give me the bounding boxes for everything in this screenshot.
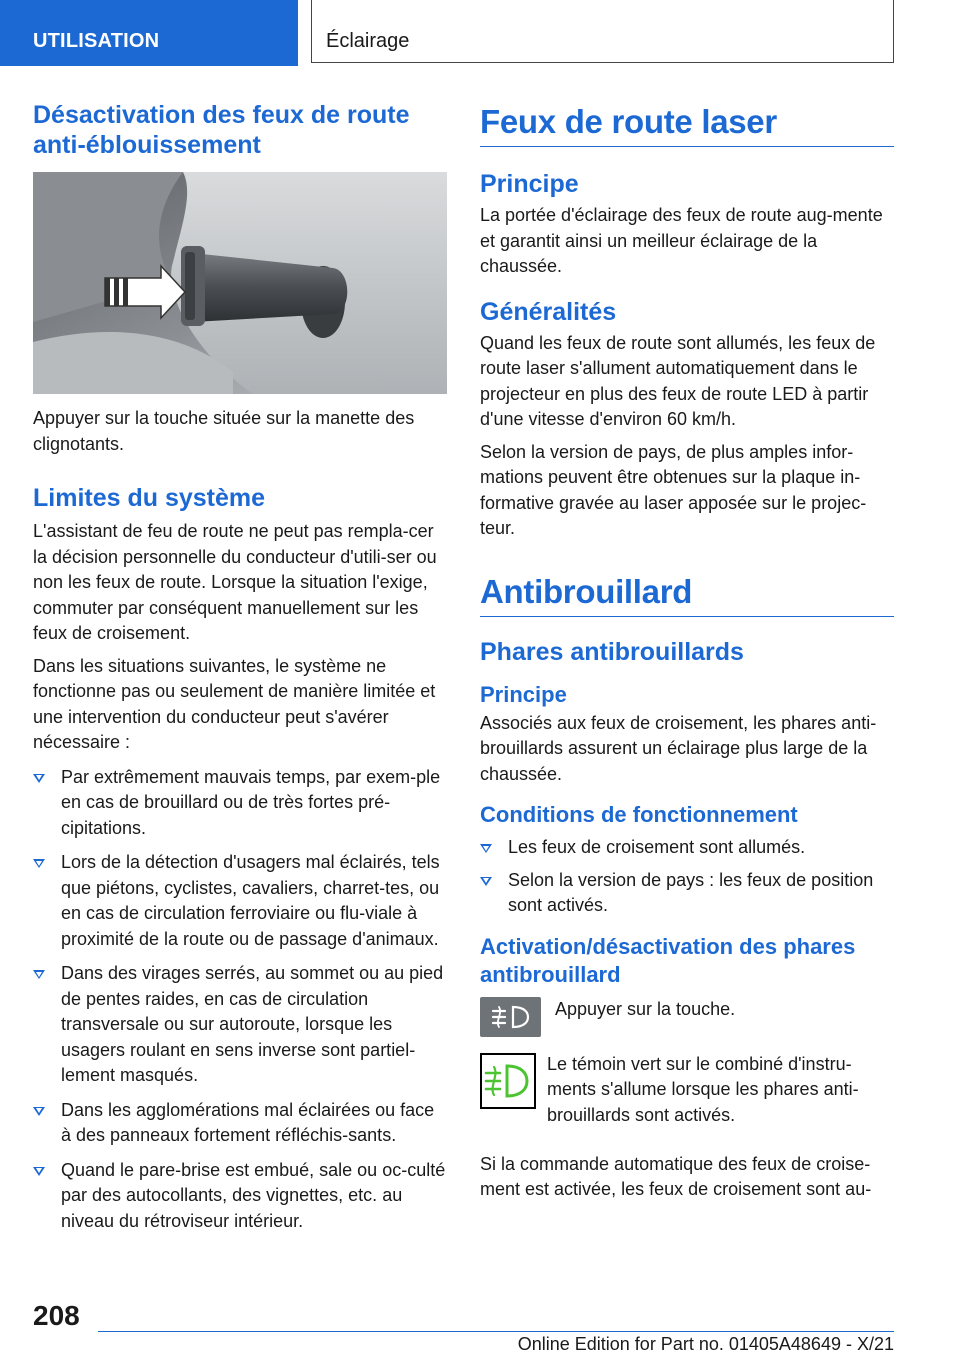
edition-footer: Online Edition for Part no. 01405A48649 - X/21 (517, 1334, 894, 1354)
principle-2-paragraph: Associés aux feux de croisement, les phares anti-brouillards assurent un éclairage plus large de la chaussée. (480, 712, 877, 784)
indicator-text: Le témoin vert sur le combiné d'instru-ments s'allume lorsque les phares anti-brouillards sont activés. (547, 1053, 859, 1125)
heading-disable-high-beam: Désactivation des feux de route anti-éblouissement (33, 101, 410, 159)
limits-list (33, 765, 447, 1235)
page-number: 208 (33, 1300, 80, 1331)
section-tab (0, 0, 298, 66)
heading-general: Généralités (480, 297, 617, 326)
heading-laser-high-beam: Feux de route laser (480, 102, 894, 147)
heading-fog-lights: Antibrouillard (480, 572, 894, 617)
press-button-row (480, 997, 894, 1049)
heading-fog-headlights: Phares antibrouillards (480, 637, 744, 666)
conditions-list (480, 835, 894, 919)
bullet-triangle-icon (33, 859, 45, 868)
list-item: Les feux de croisement sont allumés. (480, 835, 894, 861)
final-paragraph: Si la commande automatique des feux de croise-ment est activée, les feux de croisement sont au- (480, 1153, 872, 1199)
chapter-label: Éclairage (326, 30, 410, 52)
bullet-triangle-icon (33, 774, 45, 783)
bullet-triangle-icon (33, 1167, 45, 1176)
list-item: Selon la version de pays : les feux de position sont activés. (480, 868, 894, 919)
list-item: Lors de la détection d'usagers mal éclairés, tels que piétons, cyclistes, cavaliers, charret-tes, ou en cas de circulation ferroviaire ou flu-viale à proximité de la route ou de passage d'animaux. (33, 850, 447, 952)
list-item: Par extrêmement mauvais temps, par exem-ple en cas de brouillard ou de très fortes pré-cipitations. (33, 765, 447, 842)
indicator-row (480, 1053, 894, 1148)
bullet-triangle-icon (480, 844, 492, 853)
heading-principle-2: Principe (480, 681, 567, 707)
heading-operating-conditions: Conditions de fonctionnement (480, 802, 798, 827)
footer-divider (98, 1331, 894, 1332)
general-paragraph-2: Selon la version de pays, de plus amples infor-mations peuvent être obtenues sur la plaque in-formative gravée au laser apposée sur le projec-teur. (480, 441, 867, 538)
bullet-triangle-icon (33, 970, 45, 979)
fog-light-button-icon (480, 997, 541, 1037)
heading-principle: Principe (480, 170, 579, 198)
heading-system-limits: Limites du système (33, 484, 266, 512)
bullet-triangle-icon (480, 877, 492, 886)
heading-activation: Activation/désactivation des phares antibrouillard (480, 933, 856, 987)
principle-paragraph: La portée d'éclairage des feux de route aug-mente et garantit ainsi un meilleur éclairage de la chaussée. (480, 205, 883, 276)
press-button-text: Appuyer sur la touche. (555, 998, 736, 1019)
turn-signal-stalk-figure (33, 172, 447, 394)
general-paragraph-1: Quand les feux de route sont allumés, les feux de route laser s'allument automatiquement dans le projecteur en plus des feux de route LED à partir d'une vitesse d'environ 60 km/h. (480, 332, 876, 429)
list-item: Dans des virages serrés, au sommet ou au pied de pentes raides, en cas de circulation transversale ou sur autoroute, lorsque les usagers roulant en sens inverse sont partiel-lement masqués. (33, 961, 447, 1089)
chapter-header (311, 0, 894, 63)
figure-caption: Appuyer sur la touche située sur la manette des clignotants. (33, 408, 415, 454)
limits-paragraph-1: L'assistant de feu de route ne peut pas rempla-cer la décision personnelle du conducteur d'utili-ser ou non les feux de route. Lorsque la situation l'exige, commuter par conséquent manuellement sur les feux de croisement. (33, 521, 437, 643)
section-label: UTILISATION (33, 30, 160, 52)
list-item: Dans les agglomérations mal éclairées ou face à des panneaux fortement réfléchis-sants. (33, 1098, 447, 1149)
left-column (33, 100, 447, 1234)
fog-light-indicator-icon (480, 1053, 536, 1109)
right-column (480, 100, 894, 1203)
list-item: Quand le pare-brise est embué, sale ou oc-culté par des autocollants, des vignettes, etc. au niveau du rétroviseur intérieur. (33, 1158, 447, 1235)
bullet-triangle-icon (33, 1107, 45, 1116)
limits-paragraph-2: Dans les situations suivantes, le système ne fonctionne pas ou seulement de manière limitée et une intervention du conducteur peut s'avérer nécessaire : (33, 655, 436, 752)
